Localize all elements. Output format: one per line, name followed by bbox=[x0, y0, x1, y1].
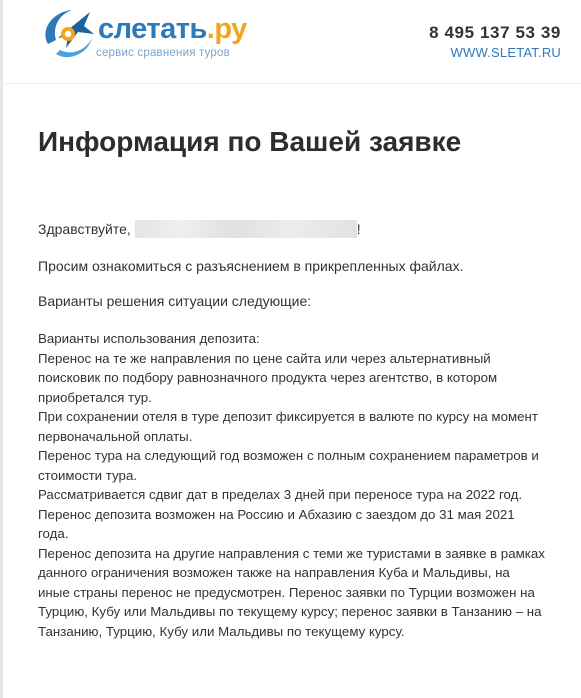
attachments-paragraph: Просим ознакомиться с разъяснением в прикрепленных файлах. bbox=[38, 258, 464, 274]
greeting-text: Здравствуйте, bbox=[38, 221, 131, 237]
text-line: Перенос депозита на другие направления с теми же туристами в заявке в рамках bbox=[38, 545, 545, 561]
text-line: Варианты использования депозита: bbox=[38, 331, 260, 346]
text-line: первоначальной оплаты. bbox=[38, 428, 193, 444]
brand-name-main: слетать bbox=[98, 13, 207, 45]
email-title: Информация по Вашей заявке bbox=[38, 126, 462, 157]
text-line: года. bbox=[38, 526, 69, 541]
text-line: приобретался тур. bbox=[38, 389, 152, 405]
deposit-options-text bbox=[38, 329, 568, 641]
phone-number[interactable]: 8 495 137 53 39 bbox=[429, 23, 561, 42]
text-line: При сохранении отеля в туре депозит фиксируется в валюте по курсу на момент bbox=[38, 409, 538, 424]
text-line: поисковик по подбору равнозначного продукта через агентство, в котором bbox=[38, 370, 498, 385]
text-line: данного ограничения возможен также на направления Куба и Мальдивы, на bbox=[38, 565, 510, 580]
text-line: иные страны перенос не предусмотрен. Перенос заявки по Турции возможен на bbox=[38, 584, 535, 600]
brand-tagline: сервис сравнения туров bbox=[96, 47, 230, 59]
left-frame-border bbox=[0, 0, 3, 698]
email-header bbox=[0, 0, 581, 72]
text-line: Перенос на те же направления по цене сайта или через альтернативный bbox=[38, 350, 491, 366]
text-line: Перенос депозита возможен на Россию и Абхазию с заездом до 31 мая 2021 bbox=[38, 506, 515, 522]
text-line: Перенос тура на следующий год возможен с полным сохранением параметров и bbox=[38, 448, 539, 463]
options-paragraph: Варианты решения ситуации следующие: bbox=[38, 293, 312, 309]
text-line: стоимости тура. bbox=[38, 467, 138, 483]
greeting-exclamation: ! bbox=[356, 221, 361, 237]
brand-name[interactable] bbox=[98, 12, 247, 46]
brand-name-domain: .ру bbox=[206, 13, 247, 45]
header-divider bbox=[0, 83, 581, 84]
redacted-name bbox=[135, 220, 357, 238]
text-line: Турцию, Кубу или Мальдивы по текущему курсу; перенос заявки в Танзанию – на bbox=[38, 604, 542, 619]
plane-swoosh-logo-icon[interactable] bbox=[38, 4, 98, 64]
greeting-line bbox=[38, 220, 361, 238]
text-line: Танзанию, Турцию, Кубу или Мальдивы по текущему курсу. bbox=[38, 623, 405, 639]
text-line: Рассматривается сдвиг дат в пределах 3 дней при переносе тура на 2022 год. bbox=[38, 487, 523, 502]
website-link[interactable]: WWW.SLETAT.RU bbox=[450, 45, 561, 60]
